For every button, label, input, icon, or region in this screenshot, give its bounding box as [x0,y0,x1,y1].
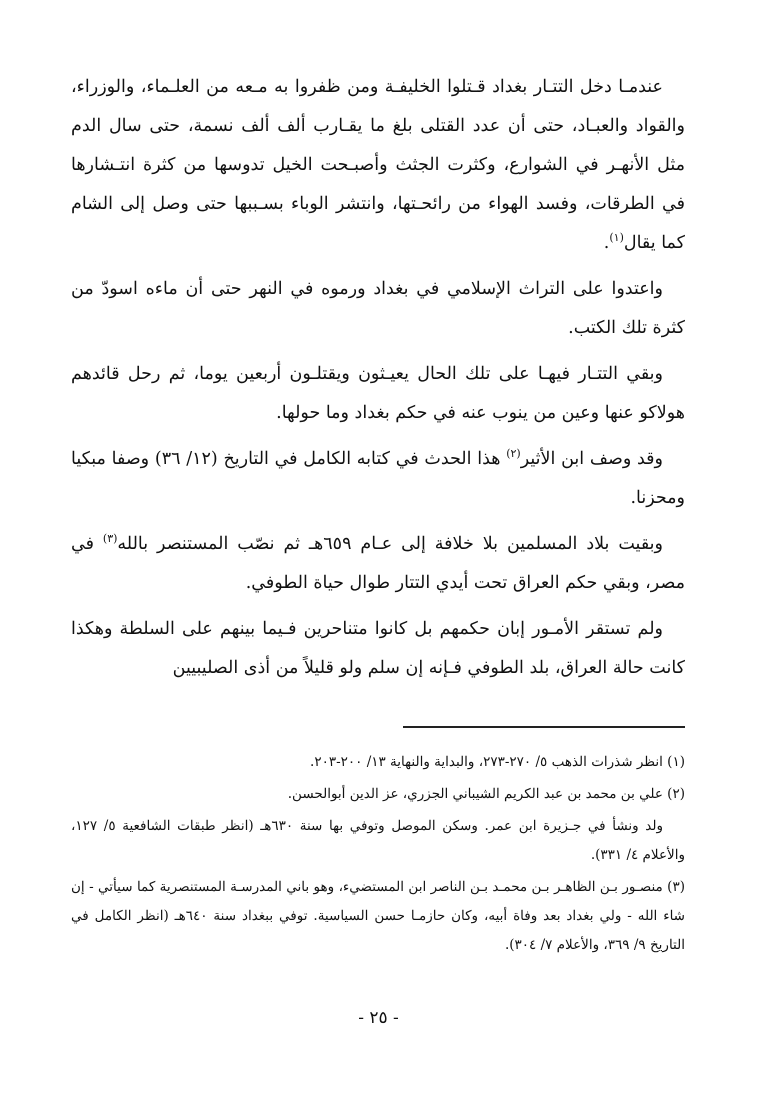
paragraph-5: وبقيت بلاد المسلمين بلا خلافة إلى عـام ٦٥٩هـ ثم نصّب المستنصر بالله$^{(٣)}$ في مصر، وبقي حكم العراق تحت أيدي التتار طوال حياة الطوفي. [71,532,685,593]
page-number: - ٢٥ - [358,1008,399,1028]
footnote-1: (١) انظر شذرات الذهب ٥/ ٢٧٠-٢٧٣، والبداية والنهاية ١٣/ ٢٠٠-٢٠٣. [310,754,685,770]
footnote-ref-2: (٢) [506,447,521,461]
footnote-ref-1: (١) [609,231,624,245]
footnote-2-continuation: ولد ونشأ في جـزيرة ابن عمر. وسكن الموصل وتوفي بها سنة ٦٣٠هـ (انظر طبقات الشافعية ٥/ ١٢٧، والأعلام ٤/ ٣٣١). [71,818,685,863]
paragraph-1: عندمـا دخل التتـار بغداد قـتلوا الخليفـة ومن ظفروا به مـعه من العلـماء، والوزراء، والقواد والعبـاد، حتى أن عدد القتلى بلغ ما يقـارب ألف ألف نسمة، حتى سال الدم مثل الأنهـر في الشوارع، وكثرت الجثث وأصبـحت الخيل تدوسها من كثرة انتـشارها في الطرقات، وفسد الهواء من رائحـتها، وانتشر الوباء بسـببها حتى وصل إلى الشام كما يقال$^{(١)}$. [71,77,685,253]
paragraph-3: وبقي التتـار فيهـا على تلك الحال يعيـثون ويقتلـون أربعين يوما، ثم رحل قائدهم هولاكو عنها وعين من ينوب عنه في حكم بغداد وما حولها. [71,364,685,423]
paragraph-4: وقد وصف ابن الأثير$^{(٢)}$ هذا الحدث في كتابه الكامل في التاريخ (١٢/ ٣٦) وصفا مبكيا ومحزنا. [71,447,685,508]
footnote-2: (٢) علي بن محمد بن عبد الكريم الشيباني الجزري، عز الدين أبوالحسن. [287,786,685,802]
footnotes [71,748,685,963]
footnote-divider [403,726,685,728]
footnote-3: (٣) منصـور بـن الظاهـر بـن محمـد بـن الناصر ابن المستضيء، وهو باني المدرسـة المستنصرية كما سيأتي - إن شاء الله - ولي بغداد بعد وفاة أبيه، وكان حازمـا حسن السياسية. توفي ببغداد سنة ٦٤٠هـ (انظر الكامل في التاريخ ٩/ ٣٦٩، والأعلام ٧/ ٣٠٤). [71,879,685,953]
paragraph-2: واعتدوا على التراث الإسلامي في بغداد ورموه في النهر حتى أن ماءه اسودّ من كثرة تلك الكتب. [71,279,685,338]
footnote-ref-3: (٣) [102,532,118,546]
paragraph-6: ولم تستقر الأمـور إبان حكمهم بل كانوا متناحرين فـيما بينهم على السلطة وهكذا كانت حالة العراق، بلد الطوفي فـإنه إن سلم ولو قليلاً من أذى الصليبيين [71,619,685,678]
main-text [71,68,685,695]
